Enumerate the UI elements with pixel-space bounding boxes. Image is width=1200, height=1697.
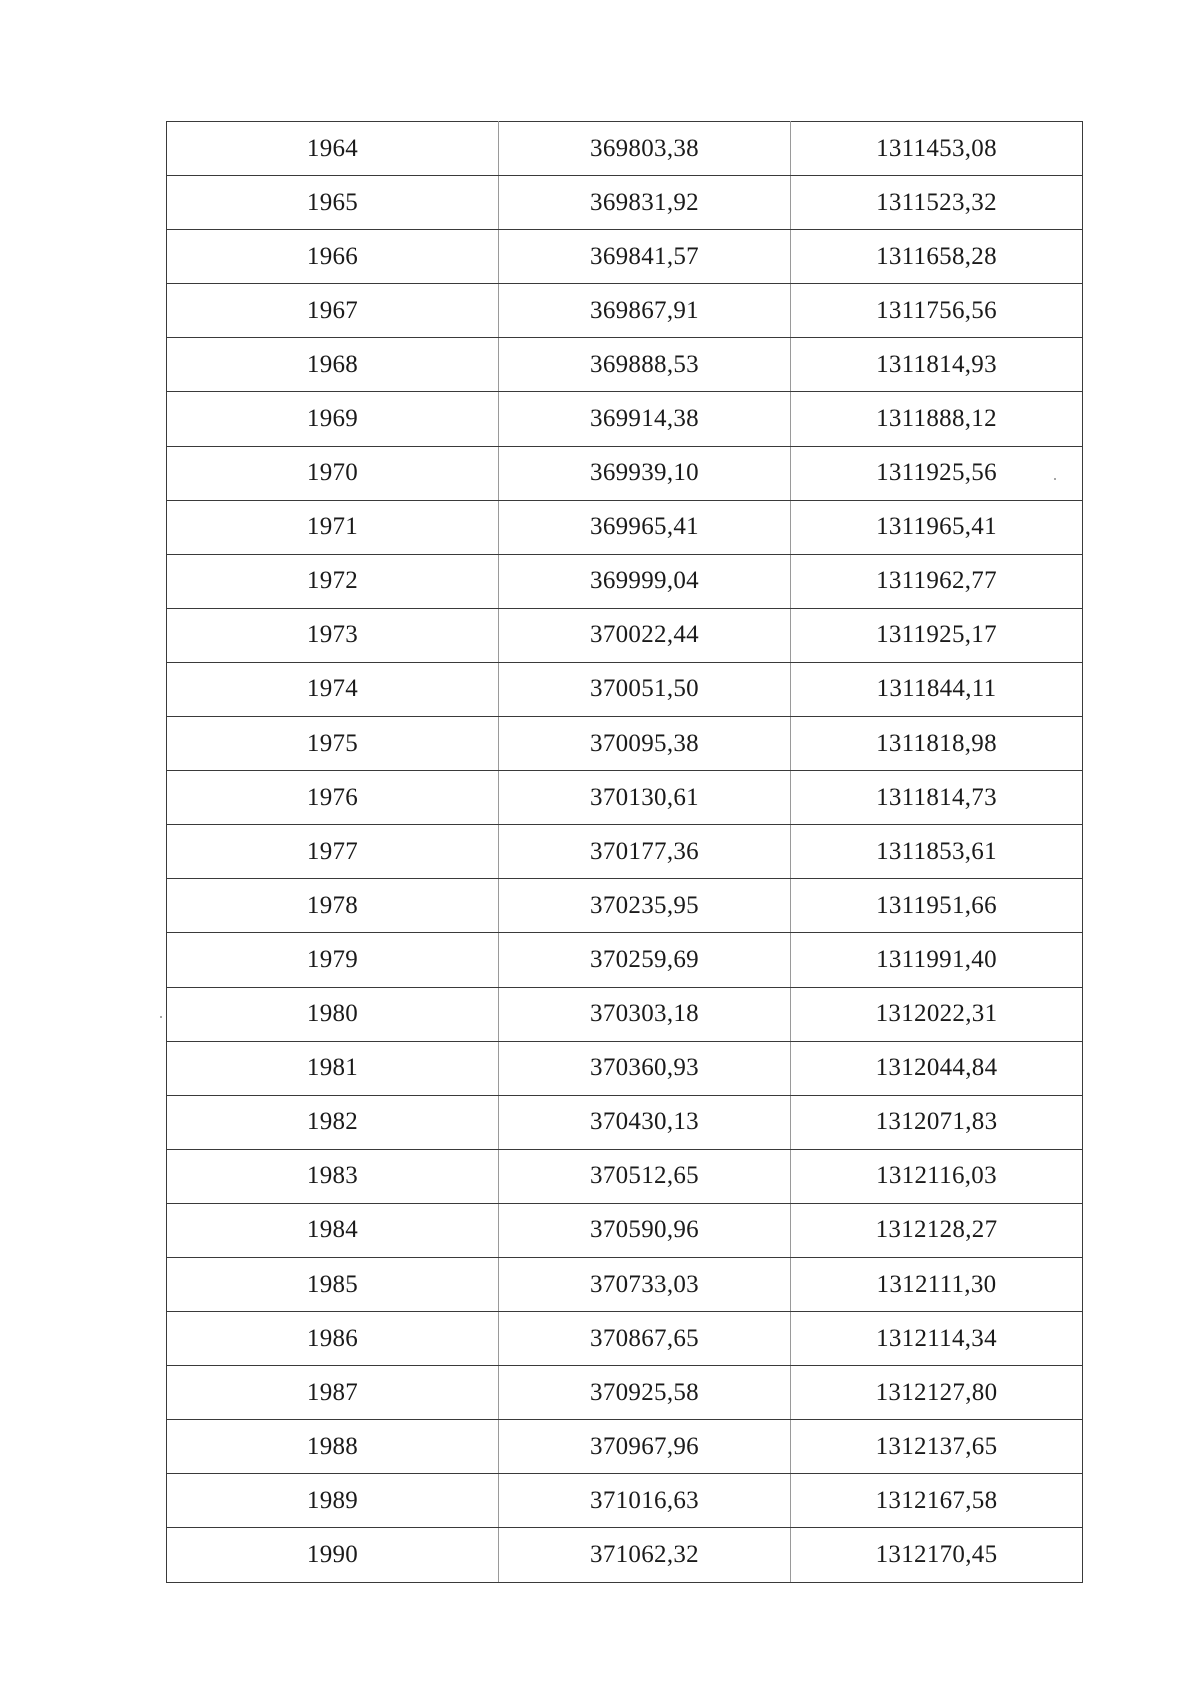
value-a-cell: 370590,96 [499,1203,791,1257]
value-a-cell: 370360,93 [499,1041,791,1095]
year-cell: 1964 [167,122,499,176]
value-b-cell: 1311991,40 [791,933,1083,987]
value-a-cell: 370303,18 [499,987,791,1041]
value-a-cell: 369965,41 [499,500,791,554]
value-a-cell: 369867,91 [499,284,791,338]
table-row [167,608,1083,662]
value-a-cell: 369999,04 [499,554,791,608]
year-cell: 1978 [167,879,499,933]
table-row [167,176,1083,230]
value-a-cell: 370430,13 [499,1095,791,1149]
table-row [167,284,1083,338]
value-a-cell: 369831,92 [499,176,791,230]
year-cell: 1982 [167,1095,499,1149]
value-b-cell: 1312137,65 [791,1420,1083,1474]
value-b-cell: 1312116,03 [791,1149,1083,1203]
year-cell: 1983 [167,1149,499,1203]
value-a-cell: 370095,38 [499,717,791,771]
scan-speck [160,1016,162,1018]
value-b-cell: 1312022,31 [791,987,1083,1041]
value-a-cell: 370130,61 [499,771,791,825]
value-b-cell: 1311523,32 [791,176,1083,230]
table-row [167,933,1083,987]
value-a-cell: 369939,10 [499,446,791,500]
year-cell: 1972 [167,554,499,608]
value-b-cell: 1311925,56 [791,446,1083,500]
year-cell: 1969 [167,392,499,446]
year-cell: 1974 [167,662,499,716]
value-b-cell: 1311951,66 [791,879,1083,933]
table-row [167,825,1083,879]
year-cell: 1981 [167,1041,499,1095]
year-cell: 1988 [167,1420,499,1474]
value-b-cell: 1312128,27 [791,1203,1083,1257]
year-cell: 1971 [167,500,499,554]
year-cell: 1976 [167,771,499,825]
value-b-cell: 1311756,56 [791,284,1083,338]
table-row [167,771,1083,825]
value-a-cell: 370733,03 [499,1257,791,1311]
year-cell: 1975 [167,717,499,771]
table-row [167,1528,1083,1582]
year-cell: 1966 [167,230,499,284]
value-b-cell: 1312114,34 [791,1312,1083,1366]
table-row [167,1149,1083,1203]
value-b-cell: 1311925,17 [791,608,1083,662]
value-b-cell: 1312127,80 [791,1366,1083,1420]
value-a-cell: 370925,58 [499,1366,791,1420]
value-a-cell: 369914,38 [499,392,791,446]
table-row [167,500,1083,554]
year-cell: 1986 [167,1312,499,1366]
table-row [167,1203,1083,1257]
value-a-cell: 369803,38 [499,122,791,176]
value-a-cell: 370022,44 [499,608,791,662]
year-cell: 1968 [167,338,499,392]
value-a-cell: 369888,53 [499,338,791,392]
table-body [167,122,1083,1583]
year-cell: 1987 [167,1366,499,1420]
value-b-cell: 1312170,45 [791,1528,1083,1582]
value-a-cell: 369841,57 [499,230,791,284]
year-cell: 1970 [167,446,499,500]
table-row [167,1312,1083,1366]
value-b-cell: 1311888,12 [791,392,1083,446]
value-a-cell: 370051,50 [499,662,791,716]
year-cell: 1980 [167,987,499,1041]
table-row [167,1041,1083,1095]
table-row [167,1420,1083,1474]
year-cell: 1967 [167,284,499,338]
value-b-cell: 1312044,84 [791,1041,1083,1095]
value-b-cell: 1312111,30 [791,1257,1083,1311]
table-row [167,338,1083,392]
year-cell: 1985 [167,1257,499,1311]
table-row [167,1257,1083,1311]
scan-speck [1054,478,1056,480]
table-row [167,1474,1083,1528]
table-row [167,392,1083,446]
table-row [167,1366,1083,1420]
value-b-cell: 1311965,41 [791,500,1083,554]
year-cell: 1984 [167,1203,499,1257]
table-row [167,717,1083,771]
value-a-cell: 370259,69 [499,933,791,987]
value-b-cell: 1312167,58 [791,1474,1083,1528]
value-b-cell: 1311853,61 [791,825,1083,879]
value-a-cell: 370512,65 [499,1149,791,1203]
year-cell: 1989 [167,1474,499,1528]
table-row [167,554,1083,608]
year-cell: 1979 [167,933,499,987]
year-cell: 1965 [167,176,499,230]
year-cell: 1973 [167,608,499,662]
value-b-cell: 1312071,83 [791,1095,1083,1149]
table-row [167,446,1083,500]
value-b-cell: 1311962,77 [791,554,1083,608]
value-b-cell: 1311814,73 [791,771,1083,825]
value-b-cell: 1311844,11 [791,662,1083,716]
table-row [167,1095,1083,1149]
value-a-cell: 371062,32 [499,1528,791,1582]
value-b-cell: 1311814,93 [791,338,1083,392]
table-row [167,122,1083,176]
value-a-cell: 370177,36 [499,825,791,879]
value-a-cell: 370967,96 [499,1420,791,1474]
data-table [166,121,1083,1583]
table-row [167,879,1083,933]
table-row [167,230,1083,284]
value-b-cell: 1311658,28 [791,230,1083,284]
table-row [167,662,1083,716]
value-b-cell: 1311453,08 [791,122,1083,176]
table-row [167,987,1083,1041]
value-b-cell: 1311818,98 [791,717,1083,771]
value-a-cell: 370235,95 [499,879,791,933]
year-cell: 1977 [167,825,499,879]
value-a-cell: 371016,63 [499,1474,791,1528]
year-cell: 1990 [167,1528,499,1582]
value-a-cell: 370867,65 [499,1312,791,1366]
